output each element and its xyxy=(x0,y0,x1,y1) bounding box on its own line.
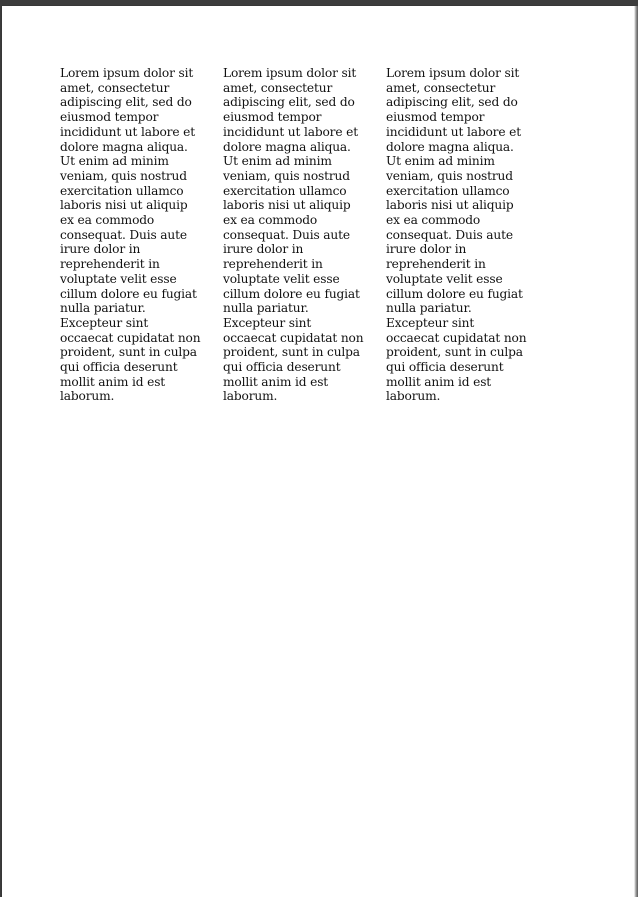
text-columns xyxy=(60,66,529,404)
text-column-1: Lorem ipsum dolor sit amet, consectetur adipiscing elit, sed do eiusmod tempor incididunt ut labore et dolore magna aliqua. Ut enim ad minim veniam, quis nostrud exercitation ullamco laboris nisi ut aliquip ex ea commodo consequat. Duis aute irure dolor in reprehenderit in voluptate velit esse cillum dolore eu fugiat nulla pariatur. Excepteur sint occaecat cupidatat non proident, sunt in culpa qui officia deserunt mollit anim id est laborum. xyxy=(60,66,201,404)
text-column-2: Lorem ipsum dolor sit amet, consectetur adipiscing elit, sed do eiusmod tempor incididunt ut labore et dolore magna aliqua. Ut enim ad minim veniam, quis nostrud exercitation ullamco laboris nisi ut aliquip ex ea commodo consequat. Duis aute irure dolor in reprehenderit in voluptate velit esse cillum dolore eu fugiat nulla pariatur. Excepteur sint occaecat cupidatat non proident, sunt in culpa qui officia deserunt mollit anim id est laborum. xyxy=(223,66,364,404)
text-column-3: Lorem ipsum dolor sit amet, consectetur adipiscing elit, sed do eiusmod tempor incididunt ut labore et dolore magna aliqua. Ut enim ad minim veniam, quis nostrud exercitation ullamco laboris nisi ut aliquip ex ea commodo consequat. Duis aute irure dolor in reprehenderit in voluptate velit esse cillum dolore eu fugiat nulla pariatur. Excepteur sint occaecat cupidatat non proident, sunt in culpa qui officia deserunt mollit anim id est laborum. xyxy=(386,66,527,404)
document-page xyxy=(2,6,634,897)
page-edge-shadow xyxy=(634,6,638,897)
